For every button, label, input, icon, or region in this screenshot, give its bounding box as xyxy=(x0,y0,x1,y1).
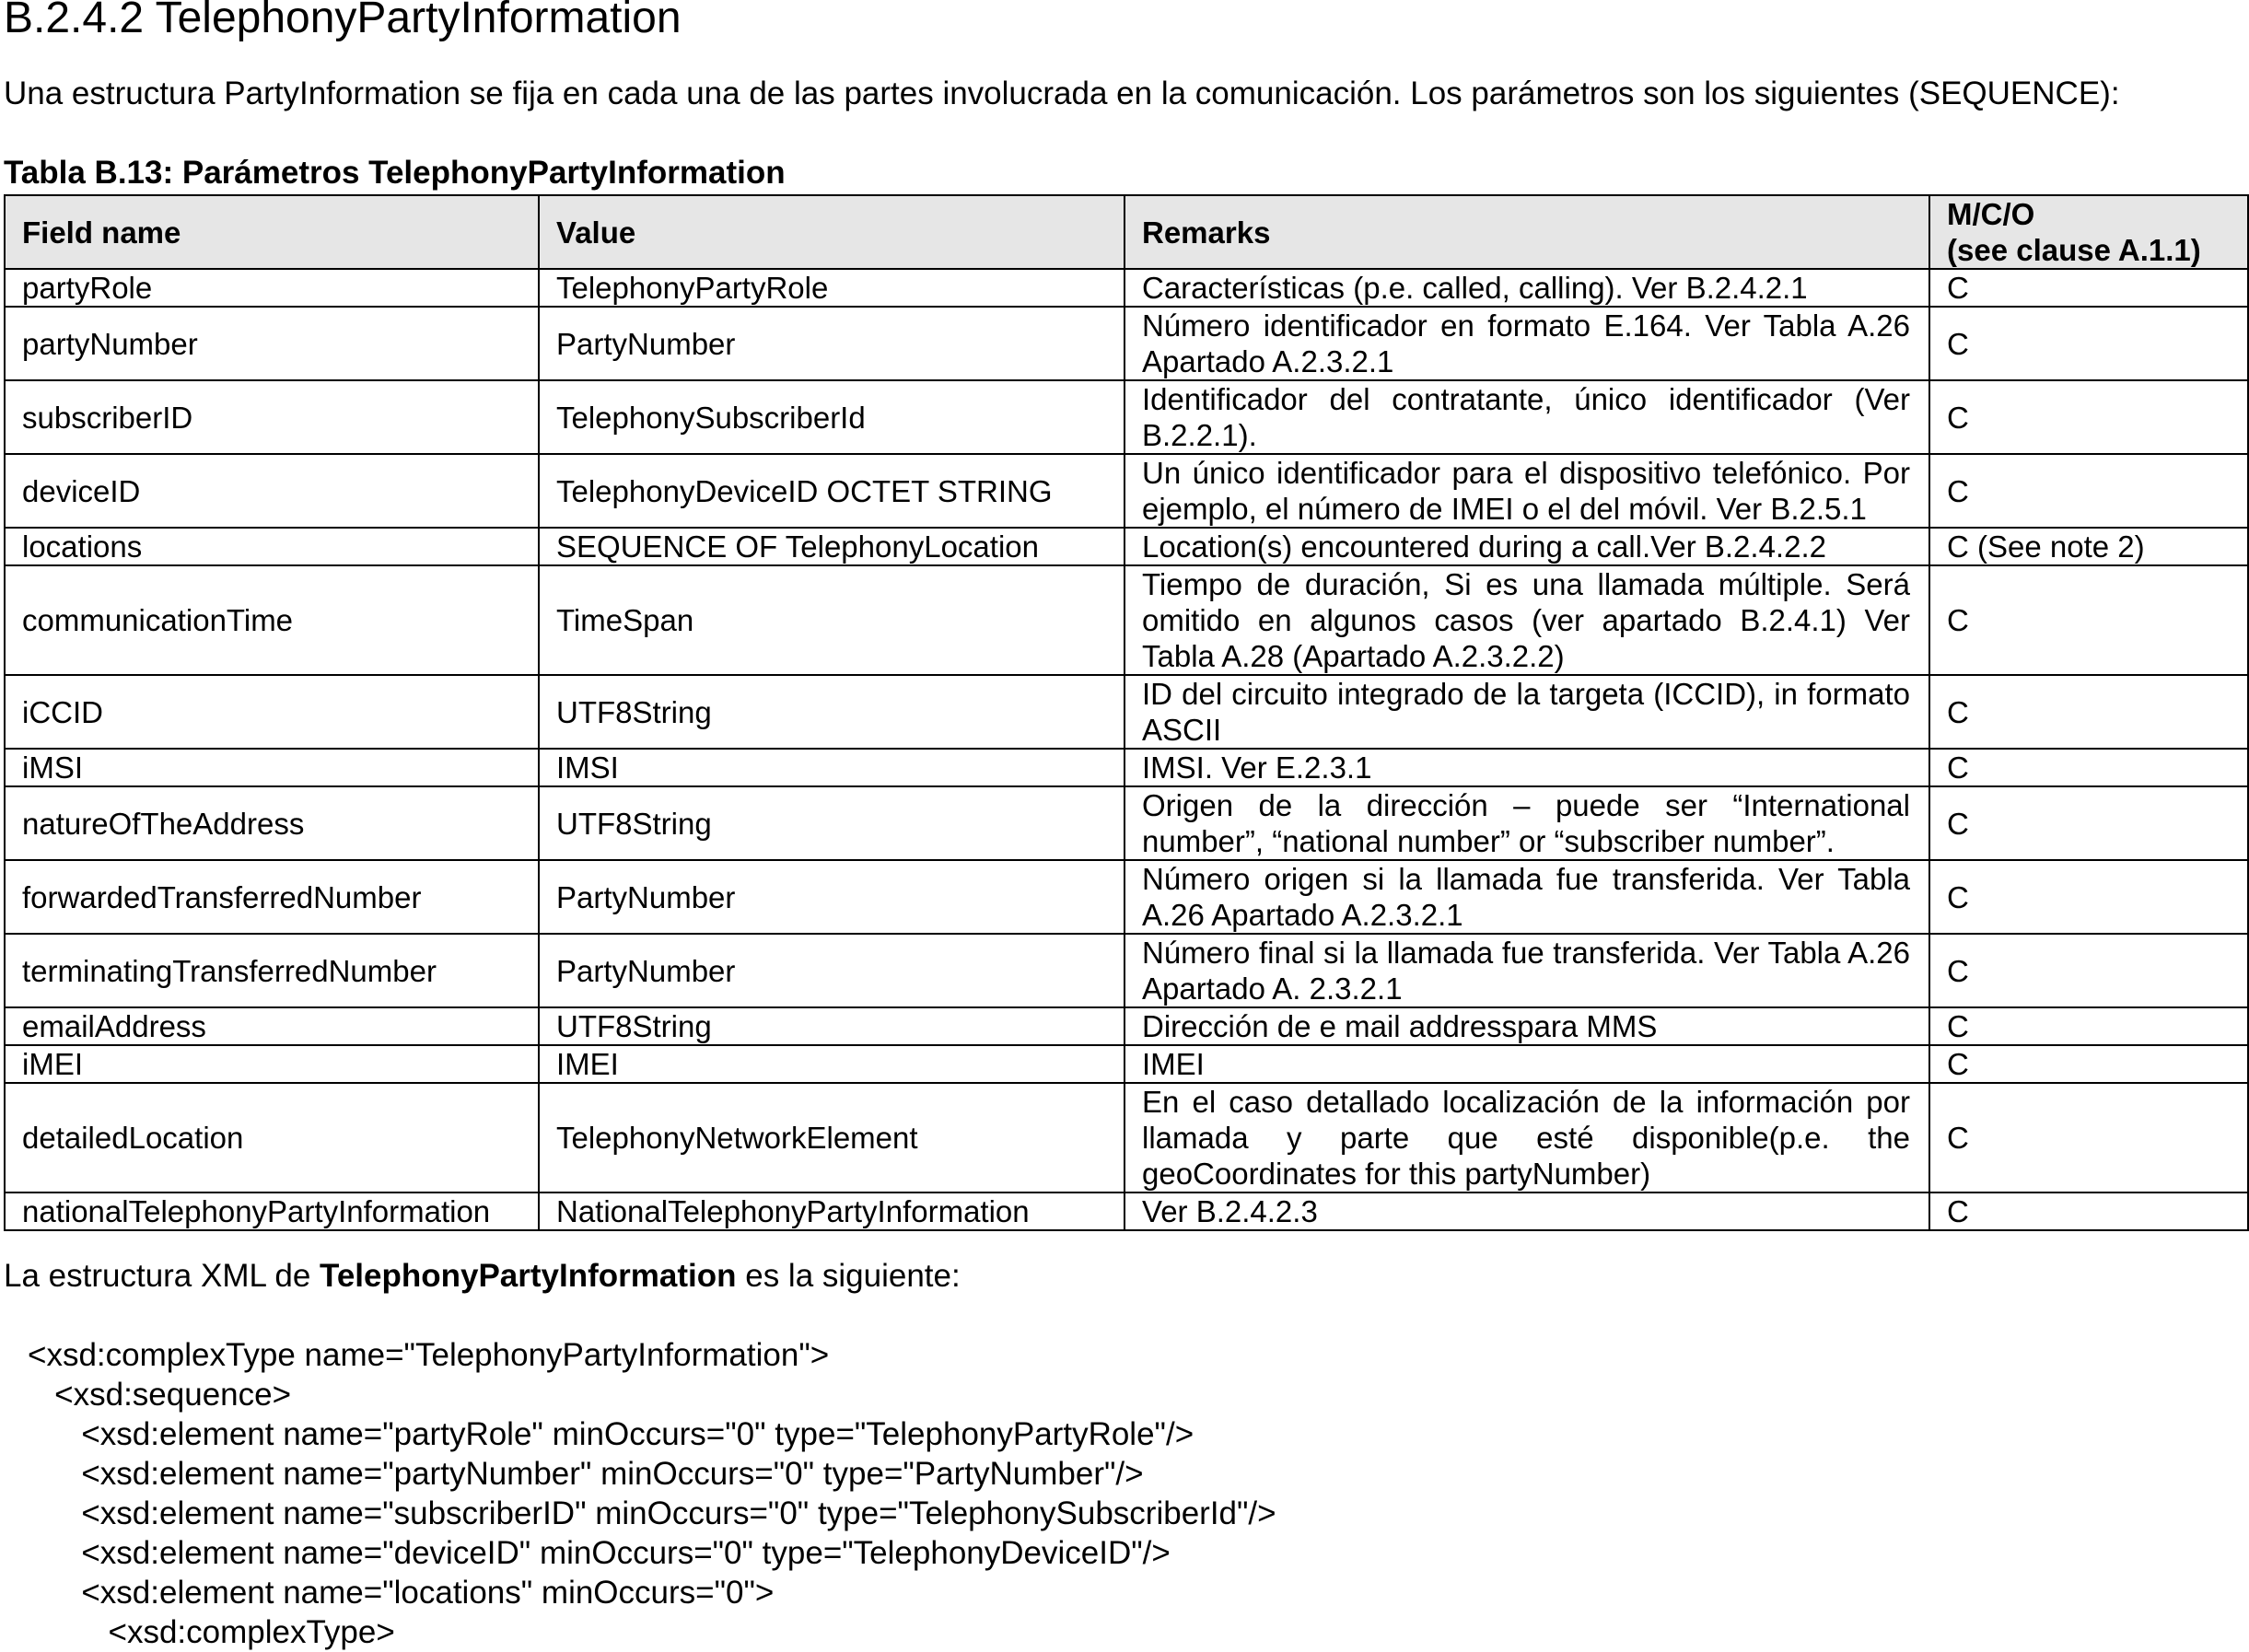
cell-field-name: partyRole xyxy=(5,269,539,307)
table-row xyxy=(5,675,2248,749)
table-row xyxy=(5,565,2248,675)
xml-code-line: <xsd:sequence> xyxy=(28,1377,292,1413)
cell-remarks: Un único identificador para el dispositivo telefónico. Por ejemplo, el número de IMEI o el del móvil. Ver B.2.5.1 xyxy=(1124,454,1929,528)
table-row xyxy=(5,380,2248,454)
cell-value: TelephonyPartyRole xyxy=(539,269,1124,307)
cell-value: IMEI xyxy=(539,1045,1124,1083)
header-mco xyxy=(1929,195,2248,269)
cell-value: PartyNumber xyxy=(539,860,1124,934)
table-caption: Tabla B.13: Parámetros TelephonyPartyInformation xyxy=(4,155,786,191)
cell-mco: C xyxy=(1929,380,2248,454)
header-remarks: Remarks xyxy=(1124,195,1929,269)
table-row xyxy=(5,1007,2248,1045)
header-mco-line2: (see clause A.1.1) xyxy=(1947,233,2201,267)
cell-field-name: deviceID xyxy=(5,454,539,528)
cell-field-name: iMSI xyxy=(5,749,539,786)
xml-code-line: <xsd:element name="partyRole" minOccurs="0" type="TelephonyPartyRole"/> xyxy=(28,1416,1194,1452)
table-row xyxy=(5,860,2248,934)
table-row xyxy=(5,1083,2248,1192)
cell-field-name: subscriberID xyxy=(5,380,539,454)
cell-mco: C xyxy=(1929,1083,2248,1192)
table-row xyxy=(5,934,2248,1007)
table-row xyxy=(5,307,2248,380)
xml-code-line: <xsd:element name="subscriberID" minOccurs="0" type="TelephonySubscriberId"/> xyxy=(28,1495,1276,1531)
cell-remarks: Identificador del contratante, único identificador (Ver B.2.2.1). xyxy=(1124,380,1929,454)
cell-remarks: IMEI xyxy=(1124,1045,1929,1083)
cell-remarks: Tiempo de duración, Si es una llamada múltiple. Será omitido en algunos casos (ver apartado B.2.4.1) Ver Tabla A.28 (Apartado A.2.3.2.2) xyxy=(1124,565,1929,675)
cell-value: TelephonySubscriberId xyxy=(539,380,1124,454)
cell-remarks: En el caso detallado localización de la información por llamada y parte que esté disponible(p.e. the geoCoordinates for this partyNumber) xyxy=(1124,1083,1929,1192)
cell-mco: C xyxy=(1929,307,2248,380)
cell-value: TelephonyNetworkElement xyxy=(539,1083,1124,1192)
cell-value: TelephonyDeviceID OCTET STRING xyxy=(539,454,1124,528)
cell-mco: C (See note 2) xyxy=(1929,528,2248,565)
cell-remarks: Ver B.2.4.2.3 xyxy=(1124,1192,1929,1230)
cell-remarks: Número origen si la llamada fue transferida. Ver Tabla A.26 Apartado A.2.3.2.1 xyxy=(1124,860,1929,934)
cell-field-name: natureOfTheAddress xyxy=(5,786,539,860)
table-row xyxy=(5,1192,2248,1230)
header-mco-line1: M/C/O xyxy=(1947,197,2035,231)
cell-remarks: Origen de la dirección – puede ser “International number”, “national number” or “subscriber number”. xyxy=(1124,786,1929,860)
intro-paragraph: Una estructura PartyInformation se fija en cada una de las partes involucrada en la comunicación. Los parámetros son los siguientes (SEQUENCE): xyxy=(4,76,2120,111)
cell-remarks: IMSI. Ver E.2.3.1 xyxy=(1124,749,1929,786)
cell-remarks: Características (p.e. called, calling). Ver B.2.4.2.1 xyxy=(1124,269,1929,307)
cell-field-name: emailAddress xyxy=(5,1007,539,1045)
cell-mco: C xyxy=(1929,860,2248,934)
cell-value: IMSI xyxy=(539,749,1124,786)
cell-mco: C xyxy=(1929,454,2248,528)
xml-code-line: <xsd:complexType name="TelephonyPartyInformation"> xyxy=(28,1337,830,1373)
table-row xyxy=(5,269,2248,307)
xml-intro-before: La estructura XML de xyxy=(4,1258,320,1294)
cell-field-name: iCCID xyxy=(5,675,539,749)
parameters-table xyxy=(4,194,2249,1231)
table-row xyxy=(5,749,2248,786)
cell-value: SEQUENCE OF TelephonyLocation xyxy=(539,528,1124,565)
cell-value: TimeSpan xyxy=(539,565,1124,675)
table-row xyxy=(5,786,2248,860)
xml-code-line: <xsd:complexType> xyxy=(28,1614,395,1650)
table-body xyxy=(5,269,2248,1230)
table-row xyxy=(5,528,2248,565)
xml-intro-after: es la siguiente: xyxy=(736,1258,961,1294)
cell-field-name: communicationTime xyxy=(5,565,539,675)
cell-field-name: iMEI xyxy=(5,1045,539,1083)
cell-field-name: detailedLocation xyxy=(5,1083,539,1192)
cell-mco: C xyxy=(1929,565,2248,675)
cell-value: PartyNumber xyxy=(539,307,1124,380)
xml-intro-bold: TelephonyPartyInformation xyxy=(320,1258,737,1294)
cell-mco: C xyxy=(1929,749,2248,786)
cell-remarks: Número final si la llamada fue transferida. Ver Tabla A.26 Apartado A. 2.3.2.1 xyxy=(1124,934,1929,1007)
cell-mco: C xyxy=(1929,1007,2248,1045)
cell-remarks: Dirección de e mail addresspara MMS xyxy=(1124,1007,1929,1045)
table-row xyxy=(5,454,2248,528)
cell-field-name: nationalTelephonyPartyInformation xyxy=(5,1192,539,1230)
cell-remarks: Número identificador en formato E.164. Ver Tabla A.26 Apartado A.2.3.2.1 xyxy=(1124,307,1929,380)
header-field-name: Field name xyxy=(5,195,539,269)
xml-code-line: <xsd:element name="deviceID" minOccurs="0" type="TelephonyDeviceID"/> xyxy=(28,1535,1171,1571)
cell-remarks: Location(s) encountered during a call.Ver B.2.4.2.2 xyxy=(1124,528,1929,565)
header-value: Value xyxy=(539,195,1124,269)
cell-field-name: forwardedTransferredNumber xyxy=(5,860,539,934)
cell-field-name: terminatingTransferredNumber xyxy=(5,934,539,1007)
xml-intro-paragraph xyxy=(4,1258,961,1295)
xml-code-line: <xsd:element name="partyNumber" minOccurs="0" type="PartyNumber"/> xyxy=(28,1456,1144,1492)
table-header-row xyxy=(5,195,2248,269)
cell-field-name: locations xyxy=(5,528,539,565)
cell-value: UTF8String xyxy=(539,1007,1124,1045)
cell-field-name: partyNumber xyxy=(5,307,539,380)
cell-value: UTF8String xyxy=(539,675,1124,749)
cell-value: PartyNumber xyxy=(539,934,1124,1007)
cell-mco: C xyxy=(1929,1045,2248,1083)
cell-mco: C xyxy=(1929,786,2248,860)
table-row xyxy=(5,1045,2248,1083)
cell-value: NationalTelephonyPartyInformation xyxy=(539,1192,1124,1230)
xml-code-block xyxy=(28,1335,1276,1652)
xml-code-line: <xsd:element name="locations" minOccurs="0"> xyxy=(28,1575,775,1611)
cell-mco: C xyxy=(1929,675,2248,749)
cell-mco: C xyxy=(1929,1192,2248,1230)
cell-remarks: ID del circuito integrado de la targeta (ICCID), in formato ASCII xyxy=(1124,675,1929,749)
cell-value: UTF8String xyxy=(539,786,1124,860)
section-heading: B.2.4.2 TelephonyPartyInformation xyxy=(4,0,682,42)
cell-mco: C xyxy=(1929,269,2248,307)
cell-mco: C xyxy=(1929,934,2248,1007)
